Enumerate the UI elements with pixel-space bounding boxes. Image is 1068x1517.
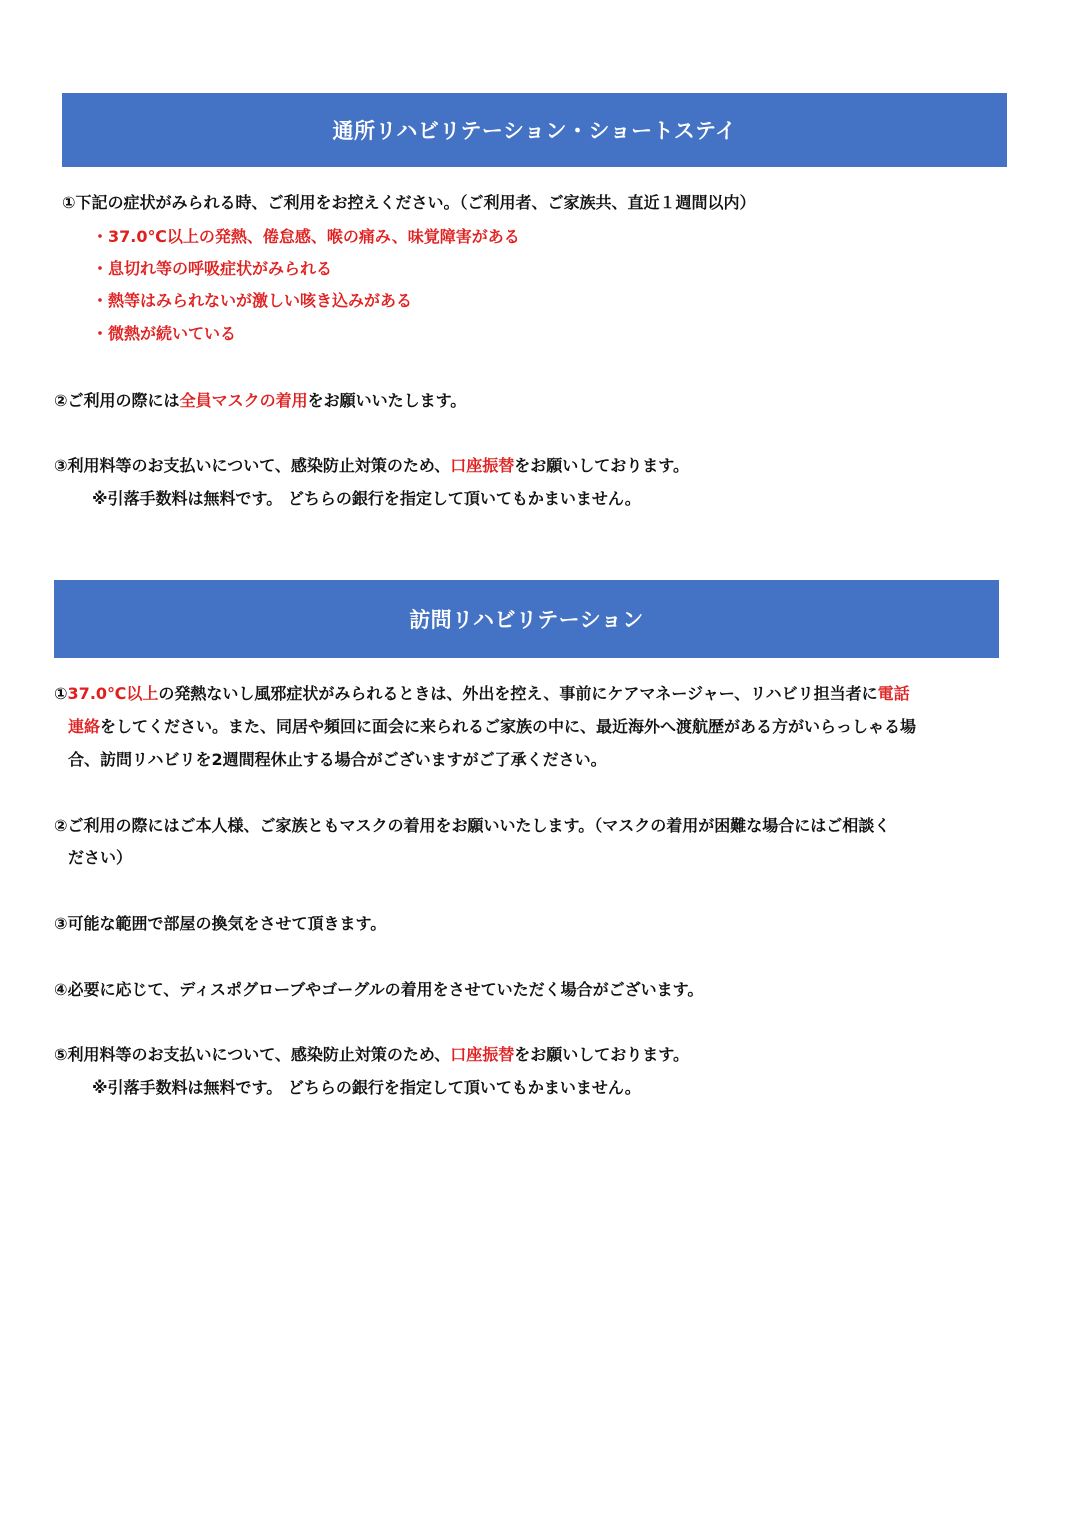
section1-item2-text-end: をお願いいたします。 bbox=[307, 391, 467, 410]
section2-item2-line1: ②ご利用の際にはご本人様、ご家族ともマスクの着用をお願いいたします。（マスクの着用が困難な場合にはご相談く bbox=[54, 816, 891, 835]
section2-title-banner bbox=[54, 580, 999, 658]
section1-title-banner bbox=[62, 93, 1007, 167]
section1-bullet-4: ・微熱が続いている bbox=[92, 324, 237, 343]
section2-item1-emphasis-temp: 37.0℃以上 bbox=[67, 684, 159, 703]
section1-item3-emphasis: 口座振替 bbox=[450, 456, 515, 475]
section2-item1-line1 bbox=[54, 684, 910, 704]
section1-item2-emphasis: 全員マスクの着用 bbox=[179, 391, 308, 410]
section2-item1-line2 bbox=[68, 717, 916, 737]
section2-item5-note: ※引落手数料は無料です。 どちらの銀行を指定して頂いてもかまいません。 bbox=[92, 1078, 641, 1097]
section1-bullet-3: ・熱等はみられないが激しい咳き込みがある bbox=[92, 291, 413, 310]
section2-item1-text-2: をしてください。また、同居や頻回に面会に来られるご家族の中に、最近海外へ渡航歴がある方がいらっしゃる場 bbox=[100, 717, 917, 736]
section1-item3-note: ※引落手数料は無料です。 どちらの銀行を指定して頂いてもかまいません。 bbox=[92, 489, 641, 508]
section2-title: 訪問リハビリテーション bbox=[409, 608, 644, 632]
section1-item2 bbox=[54, 391, 466, 411]
section1-item3 bbox=[54, 456, 689, 476]
section2-item3: ③可能な範囲で部屋の換気をさせて頂きます。 bbox=[54, 914, 387, 933]
section1-bullet-1: ・37.0℃以上の発熱、倦怠感、喉の痛み、味覚障害がある bbox=[92, 227, 520, 246]
section2-item1-marker: ① bbox=[54, 684, 68, 703]
section1-item3-text: ③利用料等のお支払いについて、感染防止対策のため、 bbox=[54, 456, 451, 475]
section2-item1-emphasis-phone: 電話 bbox=[877, 684, 910, 703]
section2-item2-line2: ださい） bbox=[68, 848, 133, 867]
section2-item5-text: ⑤利用料等のお支払いについて、感染防止対策のため、 bbox=[54, 1045, 451, 1064]
section2-item4: ④必要に応じて、ディスポグローブやゴーグルの着用をさせていただく場合がございます。 bbox=[54, 980, 704, 999]
section1-bullet-2: ・息切れ等の呼吸症状がみられる bbox=[92, 259, 333, 278]
section2-item1-text: の発熱ないし風邪症状がみられるときは、外出を控え、事前にケアマネージャー、リハビリ担当者に bbox=[158, 684, 878, 703]
section1-item3-text-end: をお願いしております。 bbox=[514, 456, 690, 475]
section2-item5 bbox=[54, 1045, 689, 1065]
section1-item2-text: ②ご利用の際には bbox=[54, 391, 180, 410]
section1-item1: ①下記の症状がみられる時、ご利用をお控えください。（ご利用者、ご家族共、直近１週間以内） bbox=[62, 193, 756, 212]
section2-item5-text-end: をお願いしております。 bbox=[514, 1045, 690, 1064]
section2-item1-line3: 合、訪問リハビリを2週間程休止する場合がございますがご了承ください。 bbox=[68, 750, 607, 769]
section2-item5-emphasis: 口座振替 bbox=[450, 1045, 515, 1064]
section1-title: 通所リハビリテーション・ショートステイ bbox=[332, 119, 737, 143]
section2-item1-emphasis-contact: 連絡 bbox=[68, 717, 101, 736]
